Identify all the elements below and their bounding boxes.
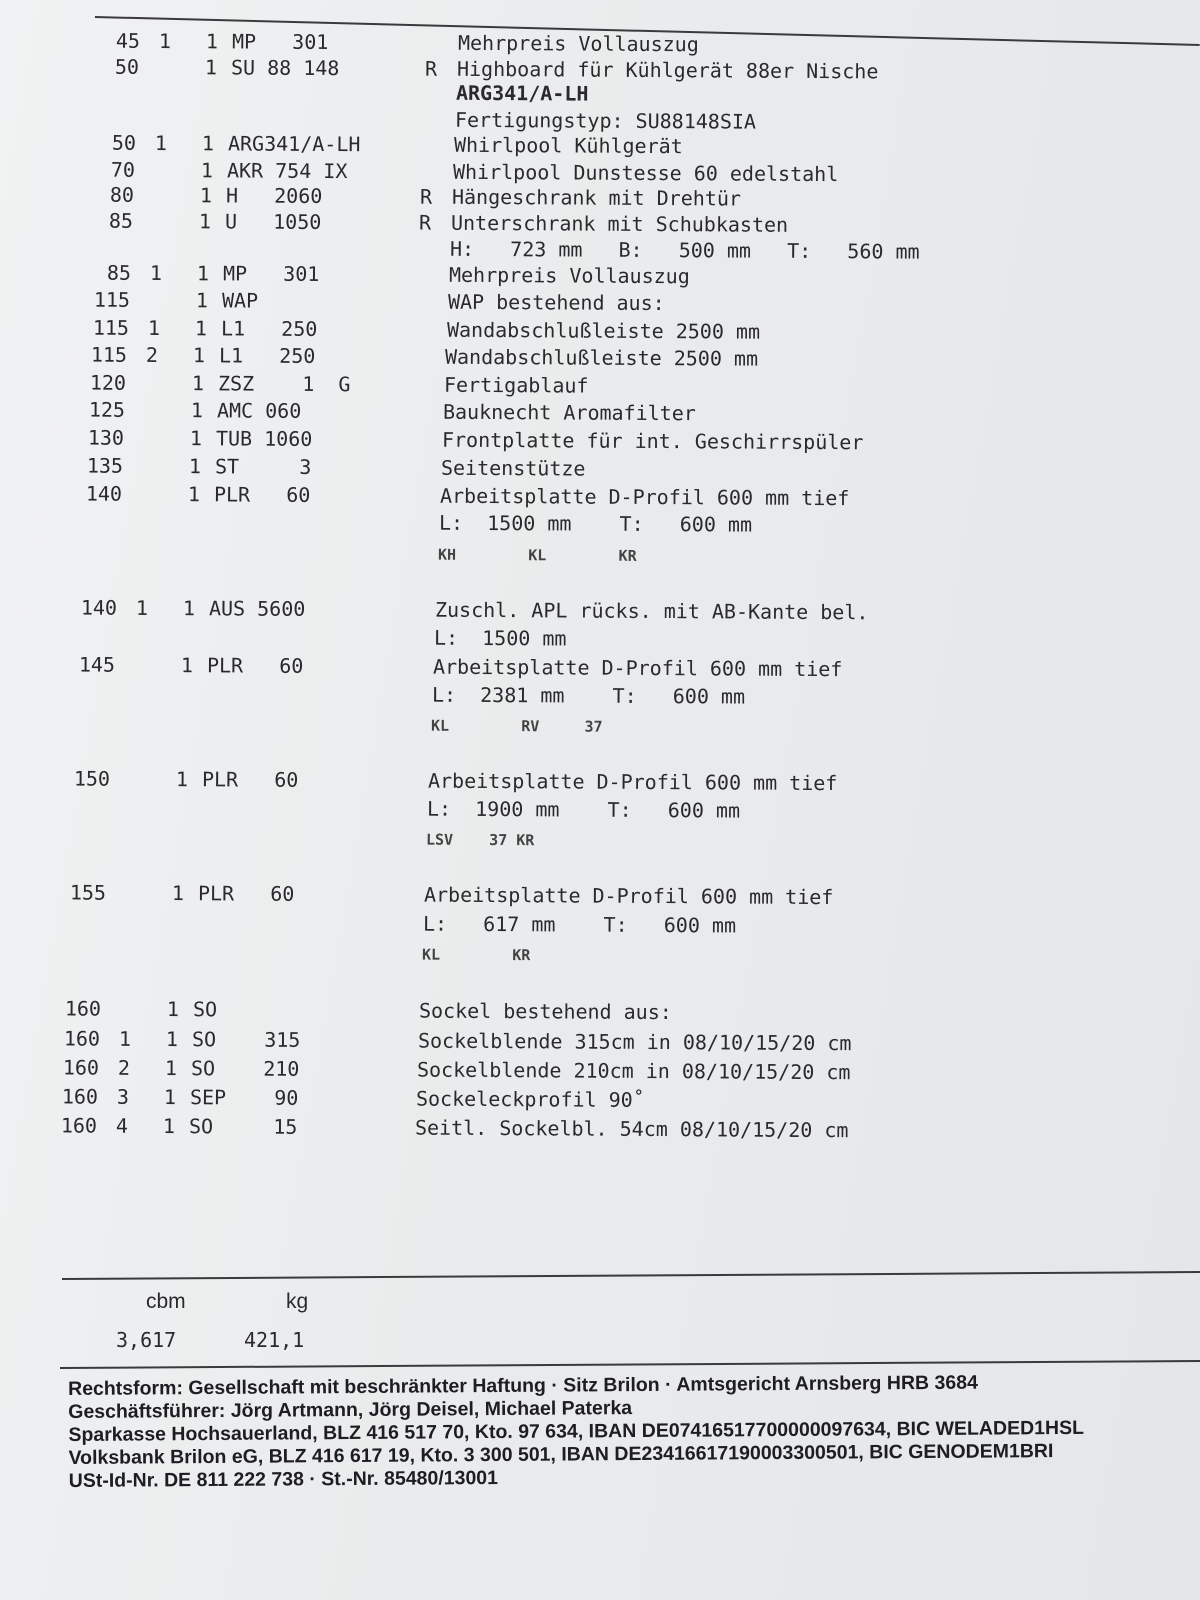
line-description: Sockeleckprofil 90˚ <box>415 1086 645 1112</box>
position-number: 85 <box>108 208 134 233</box>
quantity: 1 <box>198 209 212 234</box>
position-number: 150 <box>73 766 111 791</box>
rl-flag: R <box>418 210 432 235</box>
quantity: 1 <box>166 997 180 1022</box>
article-code: PLR 60 <box>206 653 304 678</box>
quantity: 1 <box>180 653 194 678</box>
article-code <box>212 536 362 537</box>
article-code <box>197 908 347 909</box>
sub-position: 2 <box>117 1055 131 1080</box>
line-description: Mehrpreis Vollauszug <box>448 262 690 289</box>
quantity: 1 <box>204 55 218 80</box>
article-code <box>208 622 358 623</box>
quantity: 1 <box>201 131 215 156</box>
position-number: 120 <box>89 370 127 395</box>
line-description: WAP bestehend aus: <box>447 289 665 316</box>
line-description: LSV 37 KR <box>425 830 535 850</box>
position-number: 115 <box>92 315 130 340</box>
position-number: 85 <box>106 260 132 285</box>
footer-bank-volksbank: Volksbank Brilon eG, BLZ 416 617 19, Kto. 3 300 501, IBAN DE23416617190003300501, BIC GENODEM1BRI <box>68 1440 1054 1469</box>
line-description: Whirlpool Dunstesse 60 edelstahl <box>452 159 839 187</box>
position-number: 160 <box>62 1055 100 1080</box>
position-number: 160 <box>64 996 102 1021</box>
line-description: Arbeitsplatte D-Profil 600 mm tief <box>439 483 850 511</box>
quantity: 1 <box>164 1056 178 1081</box>
sub-position: 1 <box>154 130 168 156</box>
line-description: Wandabschlußleiste 2500 mm <box>446 317 761 344</box>
line-description: Sockelblende 210cm in 08/10/15/20 cm <box>416 1057 851 1085</box>
kg-value: 421,1 <box>244 1328 305 1352</box>
quantity: 1 <box>205 29 219 54</box>
line-description: Arbeitsplatte D-Profil 600 mm tief <box>423 882 834 910</box>
footer-divider <box>60 1360 1200 1369</box>
line-description: L: 617 mm T: 600 mm <box>422 911 737 938</box>
footer-tax-ids: USt-Id-Nr. DE 811 222 738 · St.-Nr. 85480/13001 <box>68 1467 499 1492</box>
position-number: 135 <box>86 453 124 478</box>
position-number: 160 <box>63 1026 101 1051</box>
quantity: 1 <box>175 767 189 792</box>
line-description: Whirlpool Kühlgerät <box>453 132 683 159</box>
position-number: 140 <box>80 595 118 620</box>
article-code: SO 15 <box>188 1114 298 1139</box>
line-description: Sockel bestehend aus: <box>418 998 672 1025</box>
quantity: 1 <box>182 596 196 621</box>
quantity: 1 <box>171 881 185 906</box>
line-description: Zuschl. APL rücks. mit AB-Kante bel. <box>434 597 869 625</box>
position-number: 70 <box>110 157 136 182</box>
line-description: Fertigablauf <box>443 372 589 398</box>
article-code: SO 210 <box>190 1056 300 1081</box>
cbm-value: 3,617 <box>116 1328 177 1352</box>
quantity: 1 <box>192 343 206 368</box>
line-description: L: 1500 mm <box>433 625 567 651</box>
article-code: L1 250 <box>220 316 318 341</box>
article-code: SEP 90 <box>189 1085 299 1110</box>
sub-position: 1 <box>147 315 161 340</box>
line-description: Mehrpreis Vollauszug <box>457 30 699 57</box>
article-code: TUB 1060 <box>215 426 313 451</box>
rl-flag: R <box>424 56 438 81</box>
sub-position: 1 <box>118 1026 132 1051</box>
table-row <box>0 535 1200 570</box>
company-footer <box>68 1370 1189 1493</box>
line-description: Bauknecht Aromafilter <box>442 399 696 426</box>
article-code <box>205 707 355 708</box>
line-description: L: 1900 mm T: 600 mm <box>426 796 741 823</box>
article-code <box>213 507 363 508</box>
quantity: 1 <box>190 398 204 423</box>
footer-legal-form: Rechtsform: Gesellschaft mit beschränkter Haftung · Sitz Brilon · Amtsgericht Arnsberg HRB 3684 <box>68 1371 978 1400</box>
line-description: Seitl. Sockelbl. 54cm 08/10/15/20 cm <box>414 1115 849 1143</box>
position-number: 80 <box>109 182 135 207</box>
article-code: PLR 60 <box>201 767 299 792</box>
line-description: L: 2381 mm T: 600 mm <box>431 682 746 709</box>
table-row <box>0 1111 1200 1146</box>
article-code: MP 301 <box>231 29 329 55</box>
rl-flag: R <box>419 184 433 209</box>
line-description: Wandabschlußleiste 2500 mm <box>444 344 759 371</box>
sub-position: 3 <box>116 1084 130 1109</box>
position-number: 125 <box>88 397 126 422</box>
line-description: Fertigungstyp: SU88148SIA <box>454 107 757 134</box>
sub-position: 1 <box>135 595 149 620</box>
table-row <box>0 820 1200 855</box>
table-row <box>0 706 1200 741</box>
article-code: AKR 754 IX <box>226 158 348 184</box>
article-code: MP 301 <box>222 261 320 286</box>
position-number: 160 <box>60 1113 98 1138</box>
line-description: ARG341/A-LH <box>455 80 589 106</box>
quantity: 1 <box>163 1085 177 1110</box>
article-code <box>224 233 374 234</box>
quantity: 1 <box>187 482 201 507</box>
line-description: Sockelblende 315cm in 08/10/15/20 cm <box>417 1028 852 1056</box>
quantity: 1 <box>200 158 214 183</box>
quantity: 1 <box>199 183 213 208</box>
position-number: 50 <box>114 54 140 79</box>
sub-position: 2 <box>145 342 159 367</box>
position-number: 130 <box>87 425 125 450</box>
article-code: PLR 60 <box>197 881 295 906</box>
quantity: 1 <box>195 288 209 313</box>
position-number: 155 <box>69 880 107 905</box>
article-code: PLR 60 <box>213 482 311 507</box>
article-code: ST 3 <box>214 454 312 479</box>
sub-position: 1 <box>149 260 163 285</box>
article-code: ARG341/A-LH <box>227 131 361 157</box>
line-description: Frontplatte für int. Geschirrspüler <box>441 427 864 455</box>
table-row <box>0 994 1200 1029</box>
line-description: KL RV 37 <box>430 716 603 736</box>
line-description: H: 723 mm B: 500 mm T: 560 mm <box>449 236 920 264</box>
article-code <box>196 936 346 937</box>
quantity: 1 <box>189 426 203 451</box>
position-number: 160 <box>61 1084 99 1109</box>
line-description: Arbeitsplatte D-Profil 600 mm tief <box>432 654 843 682</box>
article-code: SO 315 <box>191 1027 301 1052</box>
position-number: 115 <box>90 342 128 367</box>
quantity: 1 <box>194 316 208 341</box>
article-code: U 1050 <box>224 209 322 234</box>
line-description: Highboard für Kühlgerät 88er Nische <box>456 56 879 84</box>
quantity: 1 <box>196 261 210 286</box>
kg-label: kg <box>286 1290 309 1313</box>
quantity: 1 <box>188 454 202 479</box>
sub-position: 1 <box>158 28 172 54</box>
article-code <box>229 104 379 105</box>
line-description: KH KL KR <box>437 545 637 565</box>
article-code: WAP <box>221 288 259 313</box>
position-number: 140 <box>85 481 123 506</box>
article-code: ZSZ 1 G <box>217 371 351 397</box>
position-number: 45 <box>115 28 141 53</box>
sub-position: 4 <box>115 1113 129 1138</box>
footer-management: Geschäftsführer: Jörg Artmann, Jörg Deisel, Michael Paterka <box>68 1397 633 1423</box>
article-code <box>201 793 351 794</box>
position-number: 50 <box>111 130 137 155</box>
article-code <box>230 77 380 78</box>
summary-divider <box>62 1271 1200 1280</box>
cbm-label: cbm <box>146 1290 186 1313</box>
line-description: KL KR <box>421 945 531 965</box>
position-number: 115 <box>93 287 131 312</box>
article-code: SU 88 148 <box>230 55 340 81</box>
line-description: Arbeitsplatte D-Profil 600 mm tief <box>427 768 838 796</box>
line-description: Seitenstütze <box>440 455 586 481</box>
article-code: SO <box>192 997 218 1022</box>
article-code: AUS 5600 <box>208 596 306 621</box>
article-code: L1 250 <box>218 343 316 368</box>
line-description: Hängeschrank mit Drehtür <box>451 184 742 211</box>
line-description: Unterschrank mit Schubkasten <box>450 210 789 237</box>
article-code <box>200 821 350 822</box>
table-row <box>0 935 1200 970</box>
article-code: H 2060 <box>225 183 323 208</box>
article-code: AMC 060 <box>216 398 302 423</box>
position-number: 145 <box>78 652 116 677</box>
quantity: 1 <box>162 1113 176 1139</box>
article-code <box>206 679 356 680</box>
quantity: 1 <box>165 1027 179 1052</box>
quantity: 1 <box>191 371 205 396</box>
line-description: L: 1500 mm T: 600 mm <box>438 510 753 537</box>
footer-bank-sparkasse: Sparkasse Hochsauerland, BLZ 416 517 70, Kto. 97 634, IBAN DE07416517700000097634, BIC WELADED1HSL <box>68 1416 1085 1446</box>
